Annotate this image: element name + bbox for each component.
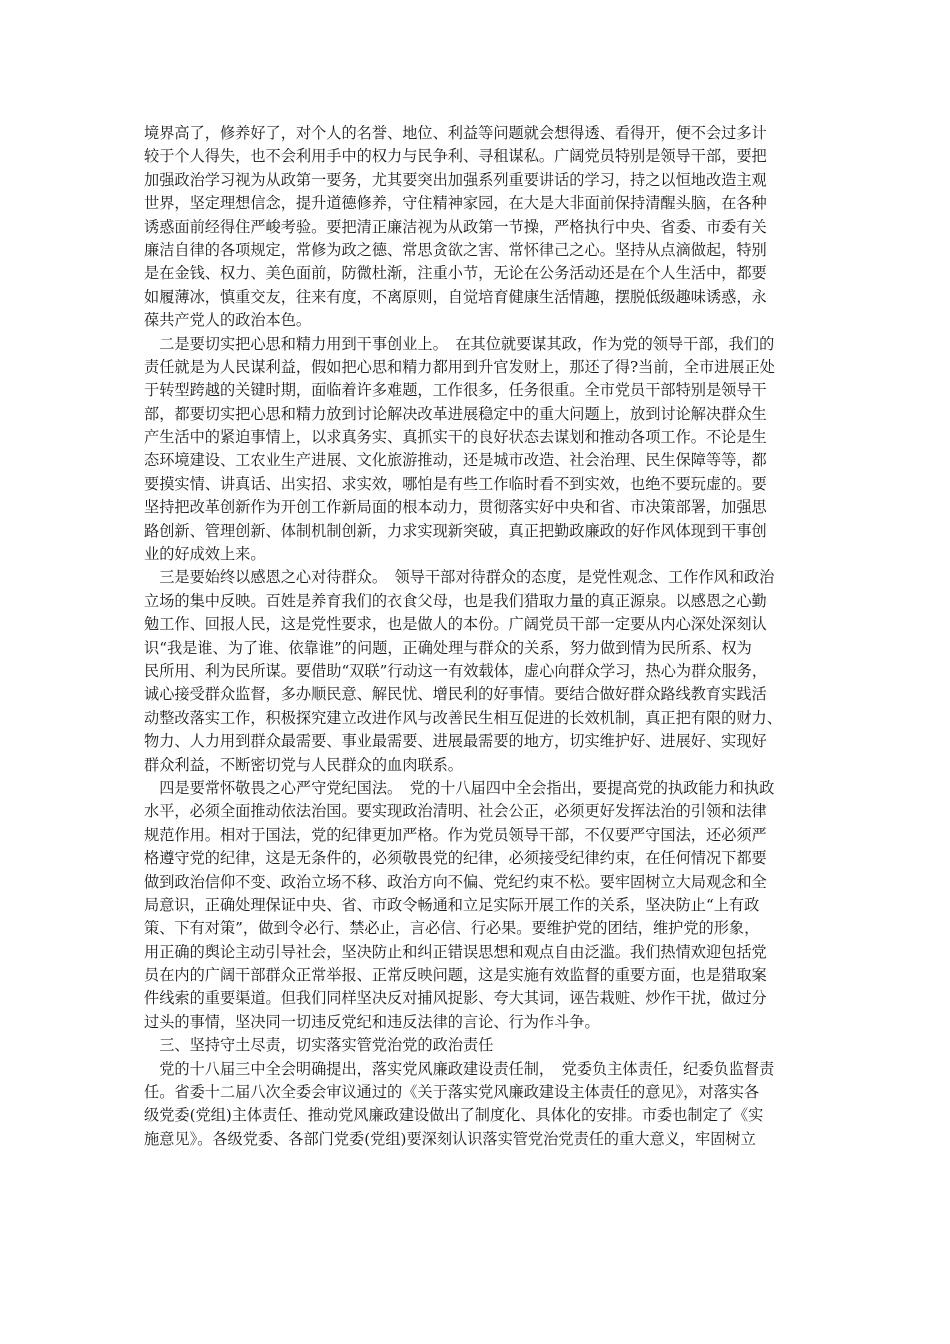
- text-line: 责任就是为人民谋利益，假如把心思和精力都用到升官发财上，那还了得?当前，全市进展正处: [144, 357, 775, 376]
- text-line: 党的十八届三中全会明确提出，落实党风廉政建设责任制， 党委负主体责任，纪委负监督责: [144, 1059, 775, 1078]
- text-line: 三是要始终以感恩之心对待群众。 领导干部对待群众的态度，是党性观念、工作作风和政治: [144, 568, 775, 587]
- text-line: 任。省委十二届八次全委会审议通过的《关于落实党风廉政建设主体责任的意见》，对落实各: [144, 1083, 760, 1102]
- text-line: 是在金钱、权力、美色面前，防微杜渐，注重小节，无论在公务活动还是在个人生活中，都要: [144, 264, 767, 283]
- text-line: 要摸实情、讲真话、出实招、求实效，哪怕是有些工作临时看不到实效，也绝不要玩虚的。要: [144, 474, 767, 493]
- text-line: 过头的事情，坚决同一切违反党纪和违反法律的言论、行为作斗争。: [144, 1012, 600, 1031]
- text-line: 立场的集中反映。百姓是养育我们的衣食父母，也是我们猎取力量的真正源泉。以感恩之心勤: [144, 591, 767, 610]
- text-line: 路创新、管理创新、体制机制创新，力求实现新突破，真正把勤政廉政的好作风体现到干事创: [144, 521, 767, 540]
- text-line: 如履薄冰，慎重交友，往来有度，不离原则，自觉培育健康生活情趣，摆脱低级趣味诱惑，永: [144, 287, 767, 306]
- text-line: 局意识，正确处理保证中央、省、市政令畅通和立足实际开展工作的关系，坚决防止“上有政: [144, 895, 760, 914]
- text-line: 水平，必须全面推动依法治国。要实现政治清明、社会公正，必须更好发挥法治的引领和法律: [144, 802, 767, 821]
- text-line: 四是要常怀敬畏之心严守党纪国法。 党的十八届四中全会指出，要提高党的执政能力和执政: [144, 778, 775, 797]
- text-line: 做到政治信仰不变、政治立场不移、政治方向不偏、党纪约束不松。要牢固树立大局观念和全: [144, 872, 767, 891]
- text-line: 二是要切实把心思和精力用到干事创业上。 在其位就要谋其政，作为党的领导干部，我们的: [144, 334, 775, 353]
- text-line: 葆共产党人的政治本色。: [144, 311, 312, 330]
- text-line: 较于个人得失，也不会利用手中的权力与民争利、寻租谋私。广阔党员特别是领导干部，要把: [144, 147, 767, 166]
- text-line: 于转型跨越的关键时期，面临着许多难题，工作很多，任务很重。全市党员干部特别是领导干: [144, 381, 767, 400]
- text-line: 件线索的重要渠道。但我们同样坚决反对捕风捉影、夸大其词，诬告栽赃、炒作干扰，做过分: [144, 989, 767, 1008]
- text-line: 施意见》。各级党委、各部门党委(党组)要深刻认识落实管党治党责任的重大意义，牢固树立: [144, 1129, 756, 1148]
- section-heading: 三、坚持守土尽责，切实落实管党治党的政治责任: [144, 1036, 494, 1055]
- text-line: 用正确的舆论主动引导社会，坚决防止和纠正错误思想和观点自由泛滥。我们热情欢迎包括党: [144, 942, 767, 961]
- text-line: 世界，坚定理想信念，提升道德修养，守住精神家园，在大是大非面前保持清醒头脑，在各种: [144, 194, 767, 213]
- text-line: 诱惑面前经得住严峻考验。要把清正廉洁视为从政第一节操，严格执行中央、省委、市委有关: [144, 217, 767, 236]
- text-line: 态环境建设、工农业生产进展、文化旅游推动，还是城市改造、社会治理、民生保障等等，都: [144, 451, 767, 470]
- text-line: 产生活中的紧迫事情上，以求真务实、真抓实干的良好状态去谋划和推动各项工作。不论是生: [144, 428, 767, 447]
- text-line: 境界高了，修养好了，对个人的名誉、地位、利益等问题就会想得透、看得开，便不会过多计: [144, 124, 767, 142]
- text-line: 物力、人力用到群众最需要、事业最需要、进展最需要的地方，切实维护好、进展好、实现好: [144, 732, 767, 751]
- text-line: 员在内的广阔干部群众正常举报、正常反映问题，这是实施有效监督的重要方面，也是猎取案: [144, 966, 767, 985]
- text-line: 动整改落实工作，积极探究建立改进作风与改善民生相互促进的长效机制，真正把有限的财力、: [144, 708, 782, 727]
- text-line: 诚心接受群众监督，多办顺民意、解民忧、增民利的好事情。要结合做好群众路线教育实践活: [144, 685, 767, 704]
- text-line: 识“我是谁、为了谁、依靠谁”的问题，正确处理与群众的关系，努力做到情为民所系、权为: [144, 638, 752, 657]
- text-line: 坚持把改革创新作为开创工作新局面的根本动力，贯彻落实好中央和省、市决策部署，加强思: [144, 498, 767, 517]
- text-line: 规范作用。相对于国法，党的纪律更加严格。作为党员领导干部，不仅要严守国法，还必须严: [144, 825, 767, 844]
- text-line: 部，都要切实把心思和精力放到讨论解决改革进展稳定中的重大问题上，放到讨论解决群众生: [144, 404, 767, 423]
- text-line: 群众利益，不断密切党与人民群众的血肉联系。: [144, 755, 463, 774]
- text-line: 格遵守党的纪律，这是无条件的，必须敬畏党的纪律，必须接受纪律约束，在任何情况下都要: [144, 849, 767, 868]
- text-line: 策、下有对策”，做到令必行、禁必止，言必信、行必果。要维护党的团结，维护党的形象，: [144, 919, 760, 938]
- text-line: 廉洁自律的各项规定，常修为政之德、常思贪欲之害、常怀律己之心。坚持从点滴做起，特别: [144, 240, 767, 259]
- text-line: 业的好成效上来。: [144, 545, 266, 564]
- text-line: 民所用、利为民所谋。要借助“双联”行动这一有效载体，虚心向群众学习，热心为群众服务，: [144, 661, 768, 680]
- body-text: [144, 122, 810, 1151]
- text-line: 级党委(党组)主体责任、推动党风廉政建设做出了制度化、具体化的安排。市委也制定了《实: [144, 1106, 764, 1125]
- text-line: 加强政治学习视为从政第一要务，尤其要突出加强系列重要讲话的学习，持之以恒地改造主观: [144, 170, 767, 189]
- text-line: 勉工作、回报人民，这是党性要求，也是做人的本份。广阔党员干部一定要从内心深处深刻认: [144, 615, 767, 634]
